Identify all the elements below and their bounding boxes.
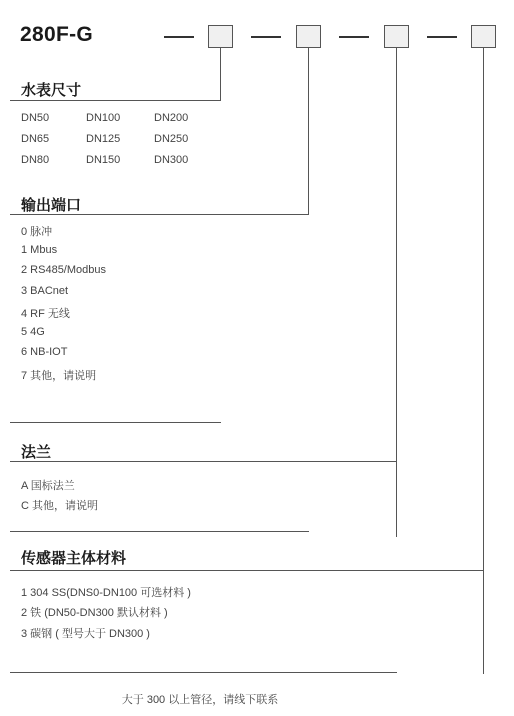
flange-option: C 其他，请说明: [21, 500, 98, 512]
output-option: 0 脉冲: [21, 226, 53, 238]
size-option: DN250: [154, 133, 189, 145]
section-underline-material: [10, 570, 484, 571]
connector-line-flange: [396, 48, 397, 537]
code-box-material: [471, 25, 496, 48]
code-box-flange: [384, 25, 409, 48]
output-option: 4 RF 无线: [21, 308, 70, 320]
separator-dash: [164, 36, 194, 38]
connector-line-output: [308, 48, 309, 214]
section-underline-flange: [10, 461, 397, 462]
size-option: DN150: [86, 154, 121, 166]
size-option: DN125: [86, 133, 121, 145]
model-code: 280F-G: [20, 23, 93, 46]
output-option: 2 RS485/Modbus: [21, 264, 106, 276]
separator-dash: [427, 36, 457, 38]
material-option: 1 304 SS(DNS0-DN100 可选材料 ): [21, 587, 191, 599]
section-title-size: 水表尺寸: [21, 82, 82, 99]
size-option: DN50: [21, 112, 50, 124]
size-option: DN65: [21, 133, 50, 145]
code-box-output: [296, 25, 321, 48]
material-option: 2 铁 (DN50-DN300 默认材料 ): [21, 607, 168, 619]
size-option: DN300: [154, 154, 189, 166]
section-bottom-line-output: [10, 531, 309, 532]
size-option: DN100: [86, 112, 121, 124]
section-title-material: 传感器主体材料: [21, 550, 127, 567]
output-option: 1 Mbus: [21, 244, 58, 256]
connector-line-size: [220, 48, 221, 100]
section-bottom-line-flange: [10, 672, 397, 673]
output-option: 6 NB-IOT: [21, 346, 68, 358]
footer-note: 大于 300 以上管径，请线下联系: [121, 694, 279, 706]
code-box-size: [208, 25, 233, 48]
section-underline-output: [10, 214, 309, 215]
output-option: 7 其他，请说明: [21, 370, 97, 382]
output-option: 3 BACnet: [21, 285, 69, 297]
separator-dash: [251, 36, 281, 38]
connector-line-material: [483, 48, 484, 674]
section-title-flange: 法兰: [21, 444, 52, 461]
flange-option: A 国标法兰: [21, 480, 75, 492]
section-underline-size: [10, 100, 221, 101]
size-option: DN80: [21, 154, 50, 166]
section-bottom-line-size: [10, 422, 221, 423]
material-option: 3 碳钢 ( 型号大于 DN300 ): [21, 628, 150, 640]
output-option: 5 4G: [21, 326, 45, 338]
section-title-output: 输出端口: [21, 197, 82, 214]
separator-dash: [339, 36, 369, 38]
size-option: DN200: [154, 112, 189, 124]
